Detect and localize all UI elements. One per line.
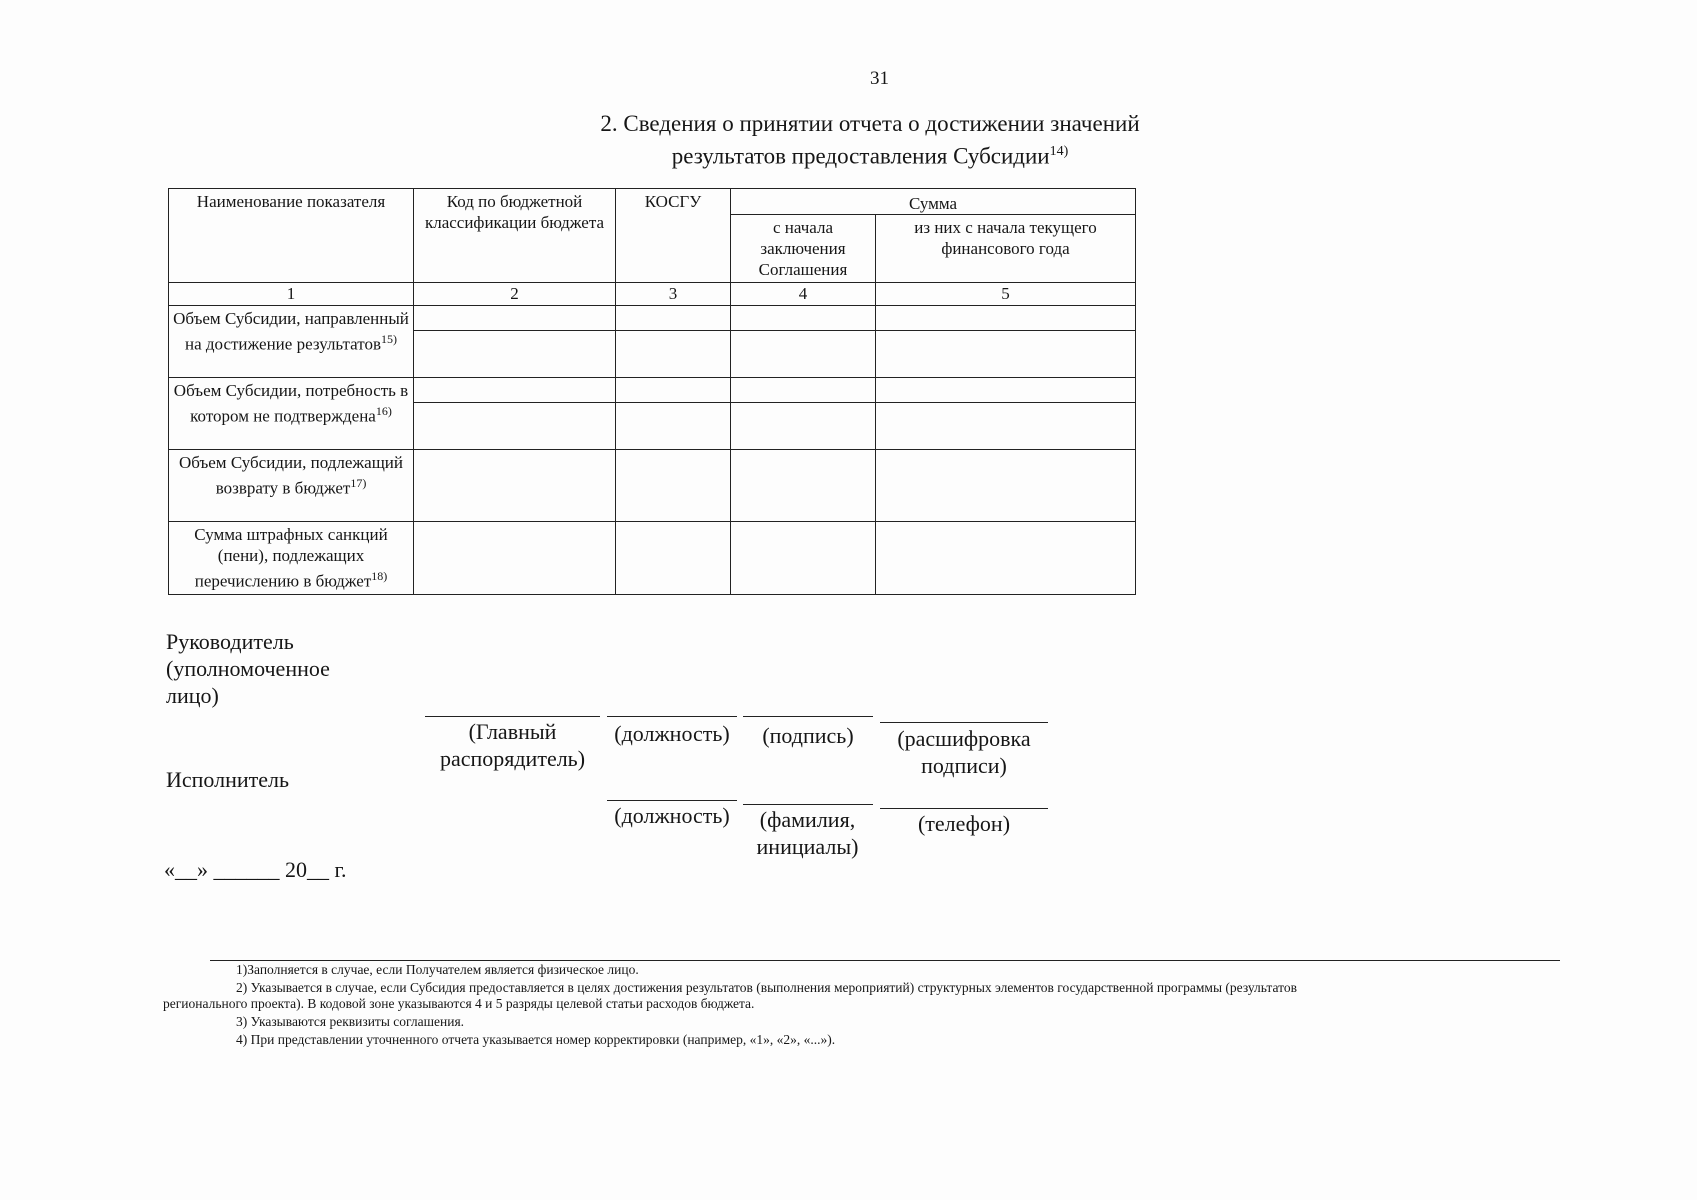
table-row xyxy=(169,522,1136,595)
column-number: 3 xyxy=(616,283,731,306)
kosgu-cell[interactable] xyxy=(616,522,731,595)
kosgu-cell[interactable] xyxy=(616,450,731,522)
caption-executor-position: (должность) xyxy=(614,803,730,828)
footnote-3: 3) Указываются реквизиты соглашения. xyxy=(236,1014,465,1029)
head-signature-line[interactable] xyxy=(743,716,873,717)
header-name: Наименование показателя xyxy=(169,189,414,283)
code-cell[interactable] xyxy=(414,306,616,378)
row-label xyxy=(169,522,414,595)
row-label-text: Объем Субсидии, подлежащий возврату в бюджет xyxy=(178,453,404,498)
column-number: 1 xyxy=(169,283,414,306)
executor-label: Исполнитель xyxy=(166,767,290,792)
table-row xyxy=(169,378,1136,450)
row-label xyxy=(169,306,414,378)
row-label xyxy=(169,378,414,450)
executor-name-line[interactable] xyxy=(743,804,873,805)
row-label-text: Сумма штрафных санкций (пени), подлежащих перечислению в бюджет xyxy=(194,525,388,591)
code-cell[interactable] xyxy=(414,378,616,450)
sum-from-start-cell[interactable] xyxy=(731,450,876,522)
header-sum: Сумма xyxy=(731,189,1136,215)
footnote-2-continued: регионального проекта). В кодовой зоне указываются 4 и 5 разряды целевой статьи расходов бюджета. xyxy=(163,996,755,1011)
header-code: Код по бюджетной классификации бюджета xyxy=(414,189,616,283)
kosgu-cell[interactable] xyxy=(616,378,731,450)
table-row xyxy=(169,306,1136,378)
column-number: 4 xyxy=(731,283,876,306)
sum-current-year-cell[interactable] xyxy=(876,378,1136,450)
footnote-1: 1)Заполняется в случае, если Получателем является физическое лицо. xyxy=(236,962,639,977)
header-sum-from-start: с начала заключения Соглашения xyxy=(731,215,876,283)
sum-current-year-cell[interactable] xyxy=(876,306,1136,378)
header-kosgu: КОСГУ xyxy=(616,189,731,283)
caption-position: (должность) xyxy=(614,721,730,746)
sum-current-year-cell[interactable] xyxy=(876,450,1136,522)
executor-phone-line[interactable] xyxy=(880,808,1048,809)
code-cell[interactable] xyxy=(414,522,616,595)
footnote-2: 2) Указывается в случае, если Субсидия предоставляется в целях достижения результатов (выполнения мероприятий) структурных элементов государственной программы (результатов xyxy=(236,980,1297,995)
footnote-divider xyxy=(210,960,1560,961)
sum-current-year-cell[interactable] xyxy=(876,522,1136,595)
footnote-4: 4) При представлении уточненного отчета указывается номер корректировки (например, «1», «2», «...»). xyxy=(236,1032,836,1047)
report-table xyxy=(168,188,1136,595)
row-footnote-ref: 17) xyxy=(350,476,367,490)
row-label xyxy=(169,450,414,522)
head-name-line[interactable] xyxy=(880,722,1048,723)
caption-signature-decoding: (расшифровка подписи) xyxy=(897,726,1031,778)
title-footnote-ref: 14) xyxy=(1049,144,1069,159)
caption-executor-phone: (телефон) xyxy=(917,811,1011,836)
head-distributor-line[interactable] xyxy=(425,716,600,717)
header-sum-current-year: из них с начала текущего финансового года xyxy=(876,215,1136,283)
sum-from-start-cell[interactable] xyxy=(731,378,876,450)
row-footnote-ref: 16) xyxy=(375,404,392,418)
title-line-1: 2. Сведения о принятии отчета о достижении значений xyxy=(600,111,1140,136)
row-label-text: Объем Субсидии, направленный на достижение результатов xyxy=(173,309,409,354)
row-label-text: Объем Субсидии, потребность в котором не подтверждена xyxy=(173,381,409,426)
column-number: 5 xyxy=(876,283,1136,306)
table-row xyxy=(169,450,1136,522)
kosgu-cell[interactable] xyxy=(616,306,731,378)
column-number-row xyxy=(169,283,1136,306)
title-line-2-text: результатов предоставления Субсидии xyxy=(671,143,1050,169)
sum-from-start-cell[interactable] xyxy=(731,522,876,595)
head-signature-label: Руководитель (уполномоченное лицо) xyxy=(166,629,330,708)
title-line-2 xyxy=(560,138,1180,171)
code-cell[interactable] xyxy=(414,450,616,522)
page-number: 31 xyxy=(870,68,889,89)
sum-from-start-cell[interactable] xyxy=(731,306,876,378)
caption-executor-name: (фамилия, инициалы) xyxy=(756,807,859,859)
caption-main-distributor: (Главный распорядитель) xyxy=(439,719,586,771)
column-number: 2 xyxy=(414,283,616,306)
head-position-line[interactable] xyxy=(607,716,737,717)
date-line: «__» ______ 20__ г. xyxy=(164,857,347,882)
caption-signature: (подпись) xyxy=(762,723,854,748)
page-title xyxy=(560,110,1180,171)
header-row xyxy=(169,189,1136,215)
row-footnote-ref: 15) xyxy=(381,332,398,346)
executor-position-line[interactable] xyxy=(607,800,737,801)
row-footnote-ref: 18) xyxy=(371,569,388,583)
